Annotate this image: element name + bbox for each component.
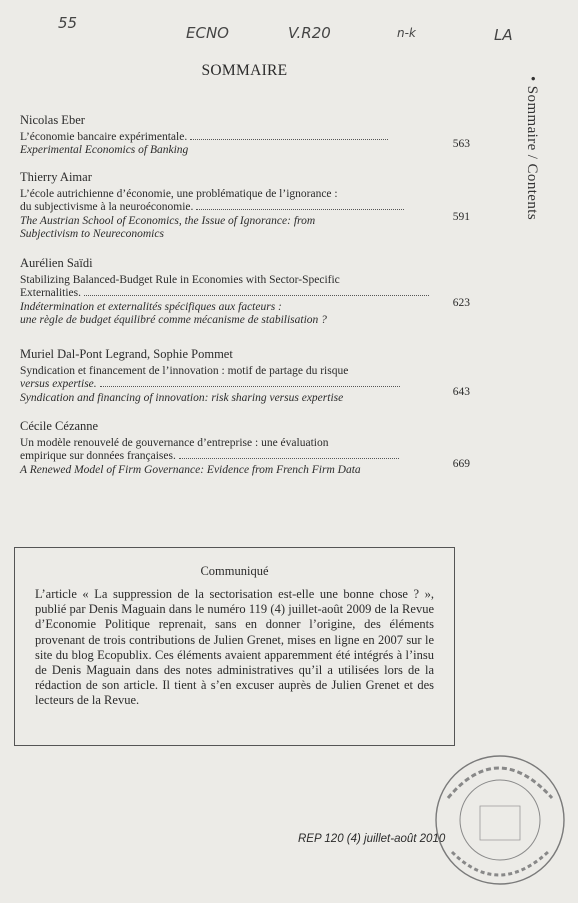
communique-box <box>14 547 455 746</box>
communique-title: Communiqué <box>200 564 269 578</box>
toc-entry <box>20 257 470 328</box>
entry-en-title: Indétermination et externalités spécifiques aux facteurs : <box>20 300 282 313</box>
leader-dots <box>84 295 429 296</box>
handwritten-note: ECNO <box>186 24 229 42</box>
entry-fr-title: du subjectivisme à la neuroéconomie. <box>20 201 470 215</box>
entry-fr-title: L’école autrichienne d’économie, une problématique de l’ignorance : <box>20 187 338 200</box>
page-title: SOMMAIRE <box>201 62 288 79</box>
entry-author: Cécile Cézanne <box>20 419 99 433</box>
entry-en-title: A Renewed Model of Firm Governance: Evidence from French Firm Data <box>20 463 361 476</box>
entry-page-number: 669 <box>452 458 470 470</box>
entry-author: Muriel Dal-Pont Legrand, Sophie Pommet <box>20 347 233 361</box>
entry-en-title: une règle de budget équilibré comme mécanisme de stabilisation ? <box>20 314 327 326</box>
entry-page-number: 591 <box>452 211 470 223</box>
entry-fr-title: Un modèle renouvelé de gouvernance d’entreprise : une évaluation <box>20 436 329 449</box>
page-footer: REP 120 (4) juillet-août 2010 <box>298 833 446 845</box>
communique-text: L’article « La suppression de la sectorisation est-elle une bonne chose ? », publié par Denis Maguain dans le numéro 119 (4) juillet-août 2009 de la Revue d’Economie Politique reprenait, sans en donner l’origine, des éléments provenant de trois contributions de Julien Grenet, mises en ligne en 2007 sur le site du blog Ecopublix. Ces éléments avaient apparemment été intégrés à l’insu de Denis Maguain dans des notes administratives qu’il a utilisées lors de la rédaction de son article. Il tient à s’en excuser auprès de Julien Grenet et des lecteurs de la Revue. <box>35 587 434 708</box>
leader-dots <box>179 458 399 459</box>
handwritten-note: V.R20 <box>288 24 331 42</box>
toc-entry <box>20 348 470 405</box>
entry-page-number: 643 <box>452 386 470 398</box>
entry-author: Nicolas Eber <box>20 113 85 127</box>
entry-en-title: The Austrian School of Economics, the Issue of Ignorance: from <box>20 214 316 227</box>
entry-fr-title: Syndication et financement de l’innovation : motif de partage du risque <box>20 364 349 377</box>
toc-entry <box>20 114 470 158</box>
leader-dots <box>100 386 400 387</box>
leader-dots <box>190 139 388 140</box>
entry-fr-title: empirique sur données françaises. <box>20 450 470 464</box>
handwritten-note: 55 <box>58 14 78 32</box>
entry-author: Aurélien Saïdi <box>20 256 93 270</box>
toc-entry <box>20 420 470 477</box>
entry-fr-title: L’économie bancaire expérimentale. <box>20 131 470 145</box>
toc-entry <box>20 171 470 242</box>
side-section-label: • Sommaire / Contents <box>524 76 540 221</box>
stamp-seal-icon <box>428 748 568 898</box>
entry-en-title: Syndication and financing of innovation: risk sharing versus expertise <box>20 391 344 404</box>
entry-page-number: 563 <box>452 138 470 150</box>
entry-en-title: Experimental Economics of Banking <box>20 144 189 156</box>
leader-dots <box>196 209 404 210</box>
handwritten-note: n-k <box>397 26 416 40</box>
entry-fr-title: Stabilizing Balanced-Budget Rule in Economies with Sector-Specific <box>20 273 340 286</box>
entry-page-number: 623 <box>452 297 470 309</box>
entry-fr-title: Externalities. <box>20 287 470 301</box>
handwritten-note: LA <box>494 26 513 44</box>
entry-author: Thierry Aimar <box>20 170 92 184</box>
entry-en-title: Subjectivism to Neureconomics <box>20 228 164 240</box>
entry-fr-title: versus expertise. <box>20 378 470 392</box>
library-stamp <box>428 748 568 903</box>
